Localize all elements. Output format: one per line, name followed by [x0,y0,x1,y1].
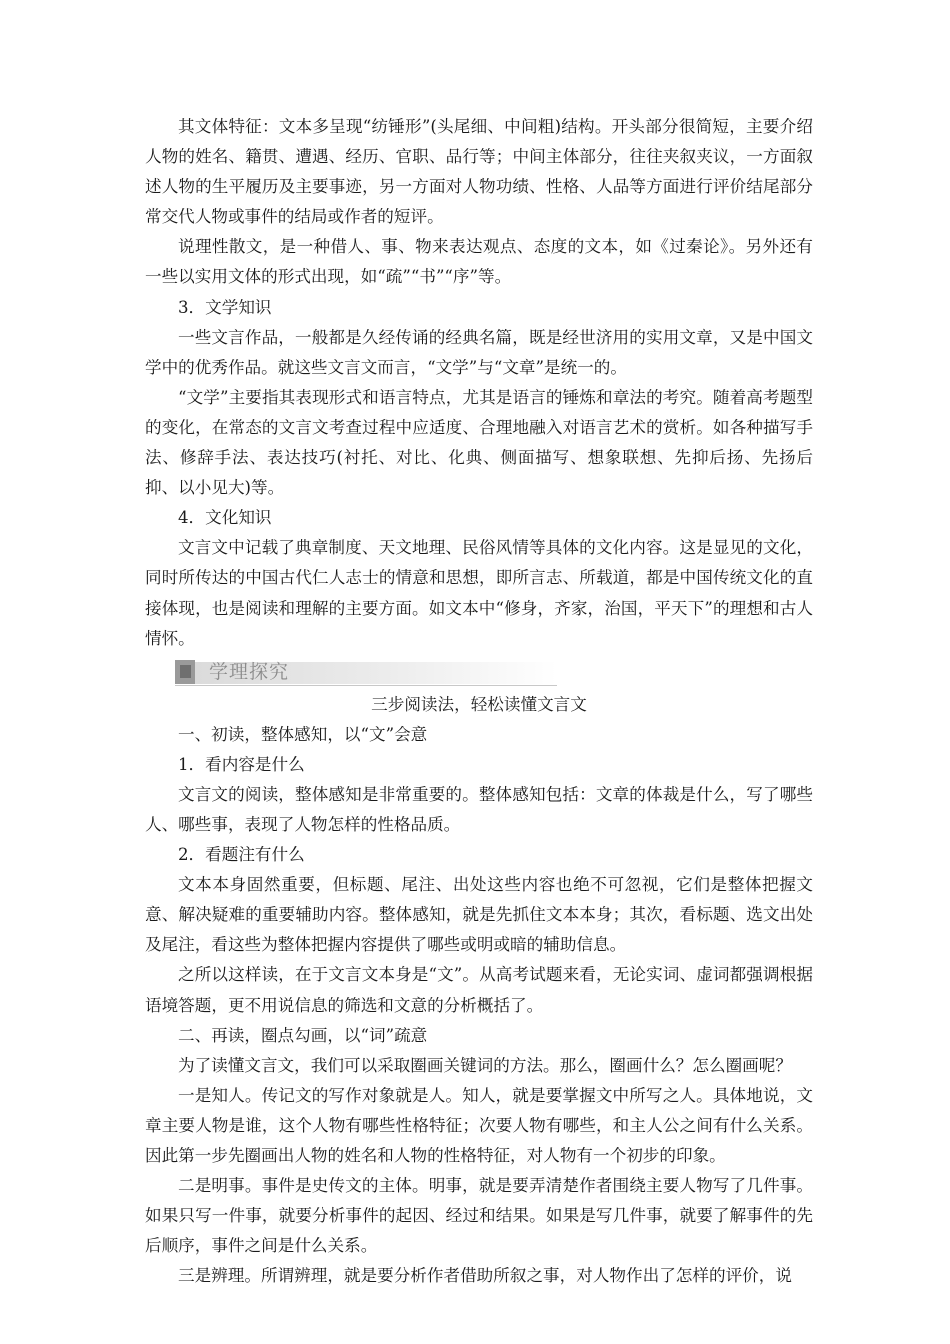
body-text-before [145,112,813,654]
section-title: 学理探究 [209,660,290,683]
subheading: 1．看内容是什么 [178,754,305,774]
paragraph: “文学”主要指其表现形式和语言特点，尤其是语言的锤炼和章法的考究。随着高考题型的变化，在常态的文言文考查过程中应适度、合理地融入对语言艺术的赏析。如各种描写手法、修辞手法、表达技巧(衬托、对比、化典、侧面描写、想象联想、先抑后扬、先扬后抑、以小见大)等。 [145,387,813,498]
paragraph: 一是知人。传记文的写作对象就是人。知人，就是要掌握文中所写之人。具体地说，文章主要人物是谁，这个人物有哪些性格特征；次要人物有哪些，和主人公之间有什么关系。因此第一步先圈画出人物的姓名和人物的性格特征，对人物有一个初步的印象。 [145,1085,813,1165]
paragraph: 之所以这样读，在于文言文本身是“文”。从高考试题来看，无论实词、虚词都强调根据语境答题，更不用说信息的筛选和文意的分析概括了。 [145,965,813,1015]
paragraph: 文言文的阅读，整体感知是非常重要的。整体感知包括：文章的体裁是什么，写了哪些人、哪些事，表现了人物怎样的性格品质。 [145,784,813,834]
section-subtitle: 三步阅读法，轻松读懂文言文 [371,694,587,714]
section-banner [175,658,557,688]
paragraph: 文言文中记载了典章制度、天文地理、民俗风情等具体的文化内容。这是显见的文化，同时所传达的中国古代仁人志士的情意和思想，即所言志、所载道，都是中国传统文化的直接体现，也是阅读和理解的主要方面。如文本中“修身，齐家，治国，平天下”的理想和古人情怀。 [145,538,813,648]
paragraph: 一些文言作品，一般都是久经传诵的经典名篇，既是经世济用的实用文章，又是中国文学中的优秀作品。就这些文言文而言，“文学”与“文章”是统一的。 [145,327,813,377]
heading-literary-knowledge: 3．文学知识 [178,297,272,317]
paragraph: 其文体特征：文本多呈现“纺锤形”(头尾细、中间粗)结构。开头部分很简短，主要介绍人物的姓名、籍贯、遭遇、经历、官职、品行等；中间主体部分，往往夹叙夹议，一方面叙述人物的生平履历及主要事迹，另一方面对人物功绩、性格、人品等方面进行评价结尾部分常交代人物或事件的结局或作者的短评。 [145,117,813,227]
paragraph: 文本本身固然重要，但标题、尾注、出处这些内容也绝不可忽视，它们是整体把握文意、解决疑难的重要辅助内容。整体感知，就是先抓住文本本身；其次，看标题、选文出处及尾注，看这些为整体把握内容提供了哪些或明或暗的辅助信息。 [145,875,813,955]
document-page [145,112,813,1291]
paragraph: 说理性散文，是一种借人、事、物来表达观点、态度的文本，如《过秦论》。另外还有一些以实用文体的形式出现，如“疏”“书”“序”等。 [145,237,813,287]
section-marker-icon [175,660,195,684]
heading-cultural-knowledge: 4．文化知识 [178,508,272,528]
section-banner-underline [175,685,557,686]
paragraph: 二是明事。事件是史传文的主体。明事，就是要弄清楚作者围绕主要人物写了几件事。如果只写一件事，就要分析事件的起因、经过和结果。如果是写几件事，就要了解事件的先后顺序，事件之间是什么关系。 [145,1176,813,1256]
heading-first-reading: 一、初读，整体感知，以“文”会意 [178,724,428,744]
body-text-after [145,720,813,1292]
heading-second-reading: 二、再读，圈点勾画，以“词”疏意 [178,1025,428,1045]
subheading: 2．看题注有什么 [178,845,305,865]
paragraph: 三是辨理。所谓辨理，就是要分析作者借助所叙之事，对人物作出了怎样的评价，说 [178,1266,792,1286]
paragraph: 为了读懂文言文，我们可以采取圈画关键词的方法。那么，圈画什么？怎么圈画呢？ [178,1055,792,1075]
